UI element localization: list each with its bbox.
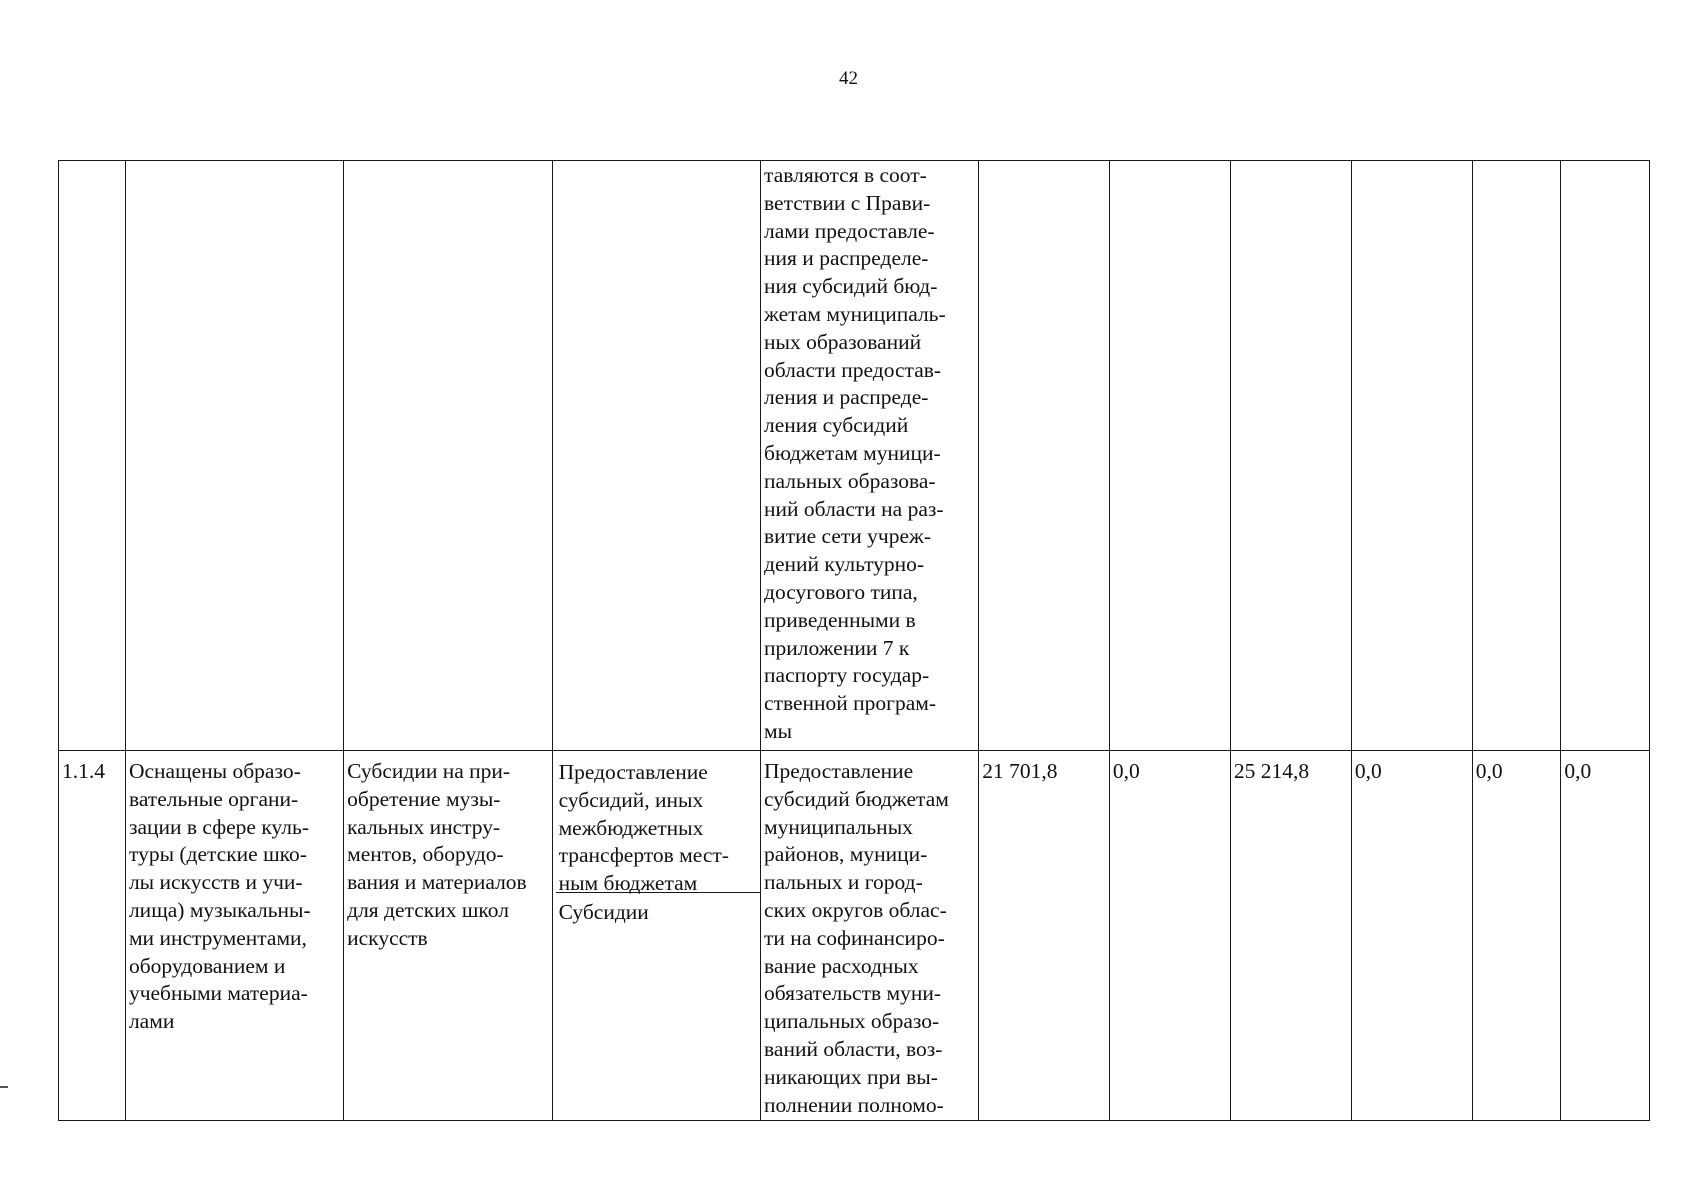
cell-value (1351, 161, 1472, 751)
cell-value (979, 161, 1110, 751)
type-subtype: Субсидии (558, 900, 649, 924)
table-row-1-1-4 (59, 751, 1650, 1121)
program-table (58, 160, 1650, 1121)
cell-result (125, 751, 343, 1121)
event-text: Субсидии на при- обретение музы- кальных инстру- ментов, оборудо- вания и материалов для детских школ искусств (347, 759, 527, 950)
page-number: 42 (839, 68, 858, 89)
cell-value (1109, 161, 1230, 751)
cell-result (125, 161, 343, 751)
cell-event (344, 161, 552, 751)
cell-value: 0,0 (1109, 751, 1230, 1121)
cell-value: 25 214,8 (1230, 751, 1351, 1121)
cell-value (1472, 161, 1561, 751)
cell-event (344, 751, 552, 1121)
cell-value (1230, 161, 1351, 751)
cell-number (59, 751, 126, 1121)
cell-value: 0,0 (1472, 751, 1561, 1121)
cell-value (1561, 161, 1650, 751)
mechanism-text: тавляются в соот- ветствии с Прави- лами предоставле- ния и распределе- ния субсидий бюд- жетам муниципаль- ных образований области предостав- ления и распреде- ления субсидий бюджетам муници- пальных образова- ний области на раз- витие сети учреж- дений культурно- досугового типа, приведенными в приложении 7 к паспорту государ- ственной програм- мы (764, 163, 946, 743)
cell-mechanism (761, 751, 979, 1121)
cell-mechanism (761, 161, 979, 751)
cell-type (552, 751, 760, 1121)
cell-type (552, 161, 760, 751)
cell-number (59, 161, 126, 751)
type-text: Предоставление субсидий, иных межбюджетных трансфертов мест- ным бюджетам (556, 752, 760, 893)
cell-value: 0,0 (1561, 751, 1650, 1121)
cell-value: 21 701,8 (979, 751, 1110, 1121)
result-text: Оснащены образо- вательные органи- зации в сфере куль- туры (детские шко- лы искусств и учи- лища) музыкальны- ми инструментами, оборудованием и учебными материа- лами (128, 759, 311, 1034)
scan-mark (0, 1086, 8, 1088)
cell-value: 0,0 (1351, 751, 1472, 1121)
mechanism-text: Предоставление субсидий бюджетам муниципальных районов, муници- пальных и город- ских округов облас- ти на софинансиро- вание расходных обязательств муни- ципальных образо- ваний области, воз- никающих при вы- полнении полномо- (764, 759, 949, 1117)
continuation-row (59, 161, 1650, 751)
row-number: 1.1.4 (62, 759, 105, 783)
